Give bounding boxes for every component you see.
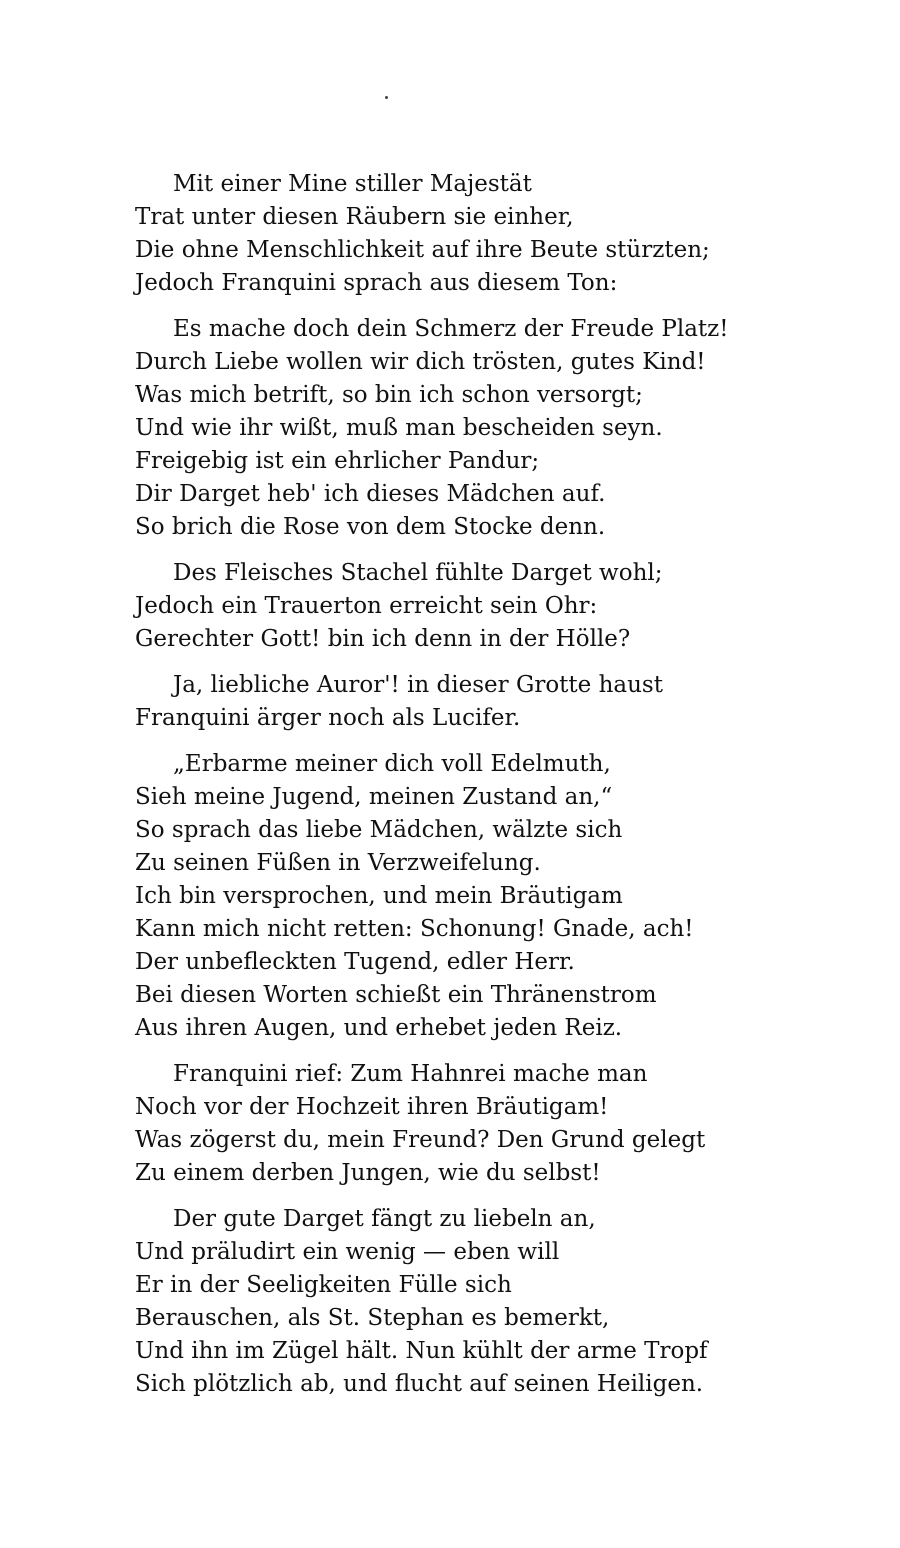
verse-line: Trat unter diesen Räubern sie einher, bbox=[135, 204, 574, 230]
verse-line: Sich plötzlich ab, und flucht auf seinen Heiligen. bbox=[135, 1371, 704, 1397]
verse-line: Franquini ärger noch als Lucifer. bbox=[135, 705, 521, 731]
verse-line: Des Fleisches Stachel fühlte Darget wohl; bbox=[173, 560, 663, 586]
verse-line: Gerechter Gott! bin ich denn in der Hölle? bbox=[135, 626, 631, 652]
verse-line: Was zögerst du, mein Freund? Den Grund gelegt bbox=[135, 1127, 706, 1153]
verse-line: „Erbarme meiner dich voll Edelmuth, bbox=[173, 751, 611, 777]
verse-line: Noch vor der Hochzeit ihren Bräutigam! bbox=[135, 1094, 609, 1120]
stanza bbox=[135, 669, 795, 735]
verse-line: Sieh meine Jugend, meinen Zustand an,“ bbox=[135, 784, 613, 810]
verse-line: Er in der Seeligkeiten Fülle sich bbox=[135, 1272, 512, 1298]
verse-line: Ich bin versprochen, und mein Bräutigam bbox=[135, 883, 623, 909]
verse-line: Und präludirt ein wenig — eben will bbox=[135, 1239, 560, 1265]
verse-line: So brich die Rose von dem Stocke denn. bbox=[135, 514, 606, 540]
verse-line: Jedoch ein Trauerton erreicht sein Ohr: bbox=[135, 593, 598, 619]
verse-line: Mit einer Mine stiller Majestät bbox=[173, 171, 532, 197]
verse-line: Ja, liebliche Auror'! in dieser Grotte haust bbox=[173, 672, 663, 698]
poem-text bbox=[135, 168, 795, 1414]
verse-line: Zu einem derben Jungen, wie du selbst! bbox=[135, 1160, 601, 1186]
verse-line: Es mache doch dein Schmerz der Freude Platz! bbox=[173, 316, 729, 342]
verse-line: Die ohne Menschlichkeit auf ihre Beute stürzten; bbox=[135, 237, 710, 263]
verse-line: Berauschen, als St. Stephan es bemerkt, bbox=[135, 1305, 610, 1331]
verse-line: Zu seinen Füßen in Verzweifelung. bbox=[135, 850, 541, 876]
verse-line: Was mich betrift, so bin ich schon versorgt; bbox=[135, 382, 643, 408]
stanza bbox=[135, 313, 795, 544]
stanza bbox=[135, 1058, 795, 1190]
stanza bbox=[135, 1203, 795, 1401]
verse-line: Durch Liebe wollen wir dich trösten, gutes Kind! bbox=[135, 349, 706, 375]
stanza bbox=[135, 748, 795, 1045]
stanza bbox=[135, 168, 795, 300]
page-speck bbox=[385, 96, 388, 99]
verse-line: So sprach das liebe Mädchen, wälzte sich bbox=[135, 817, 623, 843]
verse-line: Der gute Darget fängt zu liebeln an, bbox=[173, 1206, 596, 1232]
verse-line: Und ihn im Zügel hält. Nun kühlt der arme Tropf bbox=[135, 1338, 708, 1364]
verse-line: Franquini rief: Zum Hahnrei mache man bbox=[173, 1061, 648, 1087]
verse-line: Jedoch Franquini sprach aus diesem Ton: bbox=[135, 270, 618, 296]
verse-line: Kann mich nicht retten: Schonung! Gnade, ach! bbox=[135, 916, 694, 942]
verse-line: Dir Darget heb' ich dieses Mädchen auf. bbox=[135, 481, 606, 507]
verse-line: Und wie ihr wißt, muß man bescheiden seyn. bbox=[135, 415, 663, 441]
verse-line: Bei diesen Worten schießt ein Thränenstrom bbox=[135, 982, 657, 1008]
stanza bbox=[135, 557, 795, 656]
verse-line: Freigebig ist ein ehrlicher Pandur; bbox=[135, 448, 540, 474]
verse-line: Aus ihren Augen, und erhebet jeden Reiz. bbox=[135, 1015, 623, 1041]
verse-line: Der unbefleckten Tugend, edler Herr. bbox=[135, 949, 575, 975]
